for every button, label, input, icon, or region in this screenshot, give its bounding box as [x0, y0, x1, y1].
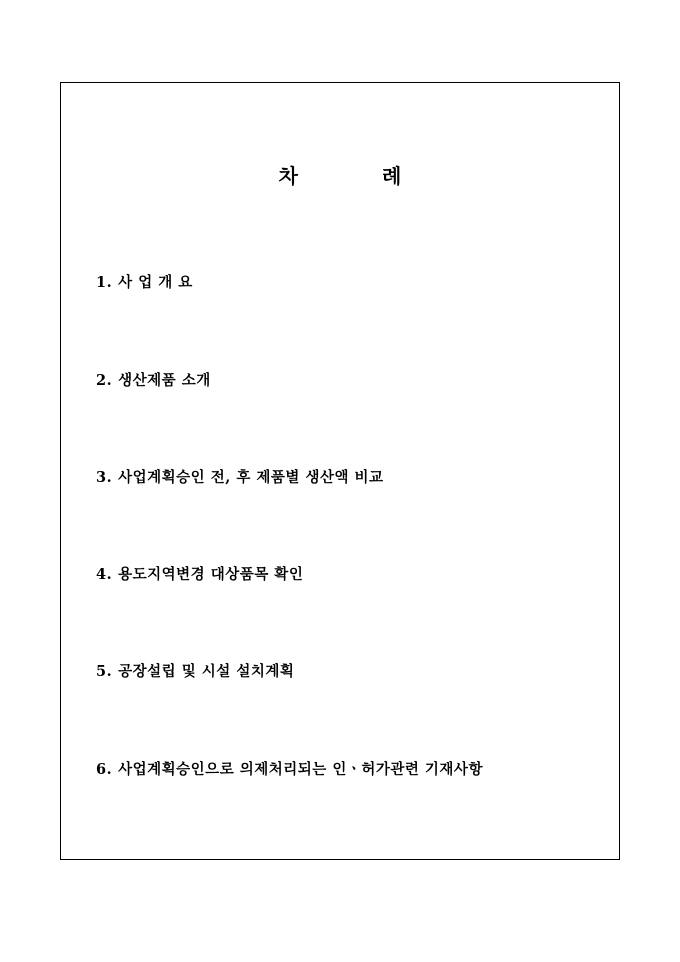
- toc-item-number: 4.: [96, 566, 113, 583]
- toc-item-3: [96, 468, 384, 488]
- toc-item-6: [96, 760, 483, 780]
- toc-item-number: 6.: [96, 761, 113, 778]
- toc-item-number: 2.: [96, 372, 113, 389]
- toc-item-number: 5.: [96, 663, 113, 680]
- toc-item-text: 공장설립 및 시설 설치계획: [118, 663, 295, 680]
- title-char-second: 례: [382, 164, 402, 188]
- page-title: [0, 162, 680, 190]
- toc-item-number: 3.: [96, 469, 113, 486]
- toc-item-text: 사업계획승인으로 의제처리되는 인ㆍ허가관련 기재사항: [118, 761, 483, 778]
- toc-item-text: 생산제품 소개: [118, 372, 211, 389]
- toc-item-text: 용도지역변경 대상품목 확인: [118, 566, 304, 583]
- toc-item-2: [96, 371, 211, 391]
- toc-item-number: 1.: [96, 274, 113, 291]
- toc-item-5: [96, 662, 294, 682]
- toc-item-text: 사 업 개 요: [118, 274, 193, 291]
- toc-item-text: 사업계획승인 전, 후 제품별 생산액 비교: [118, 469, 384, 486]
- title-char-first: 차: [278, 164, 298, 188]
- toc-item-4: [96, 565, 303, 585]
- toc-item-1: [96, 273, 193, 293]
